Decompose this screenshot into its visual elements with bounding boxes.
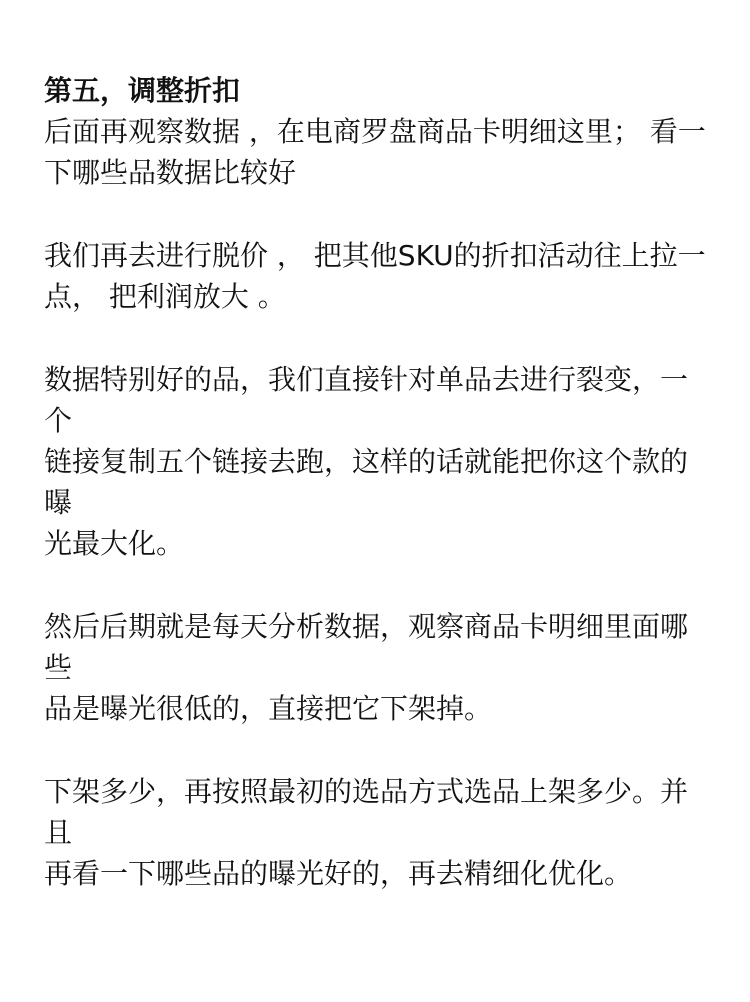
text-line: 我们再去进行脱价 ， 把其他SKU的折扣活动往上拉一: [44, 239, 706, 272]
paragraph-daily-analysis: [44, 606, 708, 729]
paragraph-gap: [44, 193, 708, 235]
text-line: 下哪些品数据比较好: [44, 156, 297, 189]
paragraph-gap: [44, 317, 708, 359]
text-line: 数据特别好的品，我们直接针对单品去进行裂变，一个: [44, 363, 689, 437]
text-line: 点， 把利润放大 。: [44, 280, 286, 313]
text-line: 品是曝光很低的，直接把它下架掉。: [44, 692, 493, 725]
paragraph-relist: [44, 771, 708, 894]
text-line: 再看一下哪些品的曝光好的，再去精细化优化。: [44, 857, 633, 890]
text-line: 链接复制五个链接去跑，这样的话就能把你这个款的曝: [44, 445, 689, 519]
text-line: 然后后期就是每天分析数据，观察商品卡明细里面哪些: [44, 610, 689, 684]
paragraph-gap: [44, 564, 708, 606]
article: [44, 70, 708, 894]
paragraph-discount: [44, 235, 708, 317]
text-line: 光最大化。: [44, 527, 185, 560]
paragraph-gap: [44, 729, 708, 771]
paragraph-observe-data: [44, 111, 708, 193]
text-line: 下架多少，再按照最初的选品方式选品上架多少。并且: [44, 775, 689, 849]
paragraph-fission: [44, 359, 708, 564]
section-heading: 第五，调整折扣: [44, 74, 241, 107]
text-line: 后面再观察数据 ，在电商罗盘商品卡明细这里； 看一: [44, 115, 706, 148]
